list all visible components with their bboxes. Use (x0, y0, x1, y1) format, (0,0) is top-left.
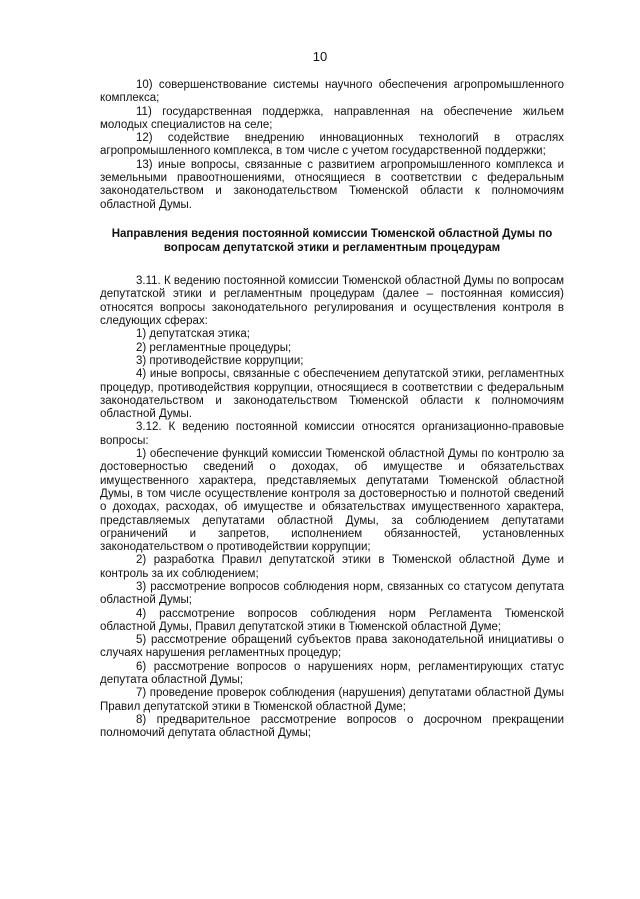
paragraph-3-11-item-2: 2) регламентные процедуры; (136, 341, 292, 354)
paragraph-3-11-item-4: 4) иные вопросы, связанные с обеспечением депутатской этики, регламентных процедур, противодействия коррупции, относящиеся в соответствии с федеральным законодательством и законодательством Тюменской области к полномочиям областной Думы. (100, 368, 564, 421)
paragraph-3-12-item-3: 3) рассмотрение вопросов соблюдения норм, связанных со статусом депутата областной Думы; (100, 580, 564, 607)
paragraph-3-11: 3.11. К ведению постоянной комиссии Тюменской областной Думы по вопросам депутатской этики и регламентным процедурам (далее – постоянная комиссия) относятся вопросы законодательного регулирования и осуществления контроля в следующих сферах: (100, 275, 564, 328)
paragraph-item-11: 11) государственная поддержка, направленная на обеспечение жильем молодых специалистов на селе; (100, 105, 564, 131)
paragraph-3-11-item-1: 1) депутатская этика; (136, 328, 250, 341)
paragraph-3-12-item-4: 4) рассмотрение вопросов соблюдения норм Регламента Тюменской областной Думы, Правил депутатской этики в Тюменской областной Думе; (100, 607, 564, 633)
paragraph-3-12: 3.12. К ведению постоянной комиссии относятся организационно-правовые вопросы: (100, 421, 564, 447)
paragraph-3-12-item-5: 5) рассмотрение обращений субъектов права законодательной инициативы о случаях нарушения регламентных процедур; (100, 634, 564, 660)
paragraph-3-12-item-7: 7) проведение проверок соблюдения (нарушения) депутатами областной Думы Правил депутатской этики в Тюменской областной Думе; (100, 687, 564, 713)
paragraph-3-11-item-3: 3) противодействие коррупции; (136, 354, 304, 367)
document-body (100, 79, 564, 741)
page-number: 10 (312, 49, 328, 64)
paragraph-3-12-item-8: 8) предварительное рассмотрение вопросов о досрочном прекращении полномочий депутата областной Думы; (100, 713, 564, 740)
paragraph-item-13: 13) иные вопросы, связанные с развитием агропромышленного комплекса и земельными правоотношениями, относящиеся в соответствии с федеральным законодательством и законодательством Тюменской области к полномочиям областной Думы. (100, 158, 564, 211)
paragraph-item-12: 12) содействие внедрению инновационных технологий в отраслях агропромышленного комплекса, в том числе с учетом государственной поддержки; (100, 132, 564, 158)
section-heading: Направления ведения постоянной комиссии Тюменской областной Думы по вопросам депутатской этики и регламентным процедурам (111, 227, 553, 254)
paragraph-3-12-item-6: 6) рассмотрение вопросов о нарушениях норм, регламентирующих статус депутата областной Думы; (100, 660, 564, 687)
paragraph-3-12-item-1: 1) обеспечение функций комиссии Тюменской областной Думы по контролю за достоверностью сведений о доходах, об имуществе и обязательствах имущественного характера, представляемых депутатами Тюменской областной Думы, в том числе осуществление контроля за достоверностью и полнотой сведений о доходах, расходах, об имуществе и обязательствах имущественного характера, представляемых депутатами областной Думы, за соблюдением депутатами ограничений и запретов, исполнением обязанностей, установленных законодательством о противодействии коррупции; (100, 448, 564, 554)
paragraph-item-10: 10) совершенствование системы научного обеспечения агропромышленного комплекса; (100, 79, 564, 105)
paragraph-3-12-item-2: 2) разработка Правил депутатской этики в Тюменской областной Думе и контроль за их соблюдением; (100, 554, 564, 580)
